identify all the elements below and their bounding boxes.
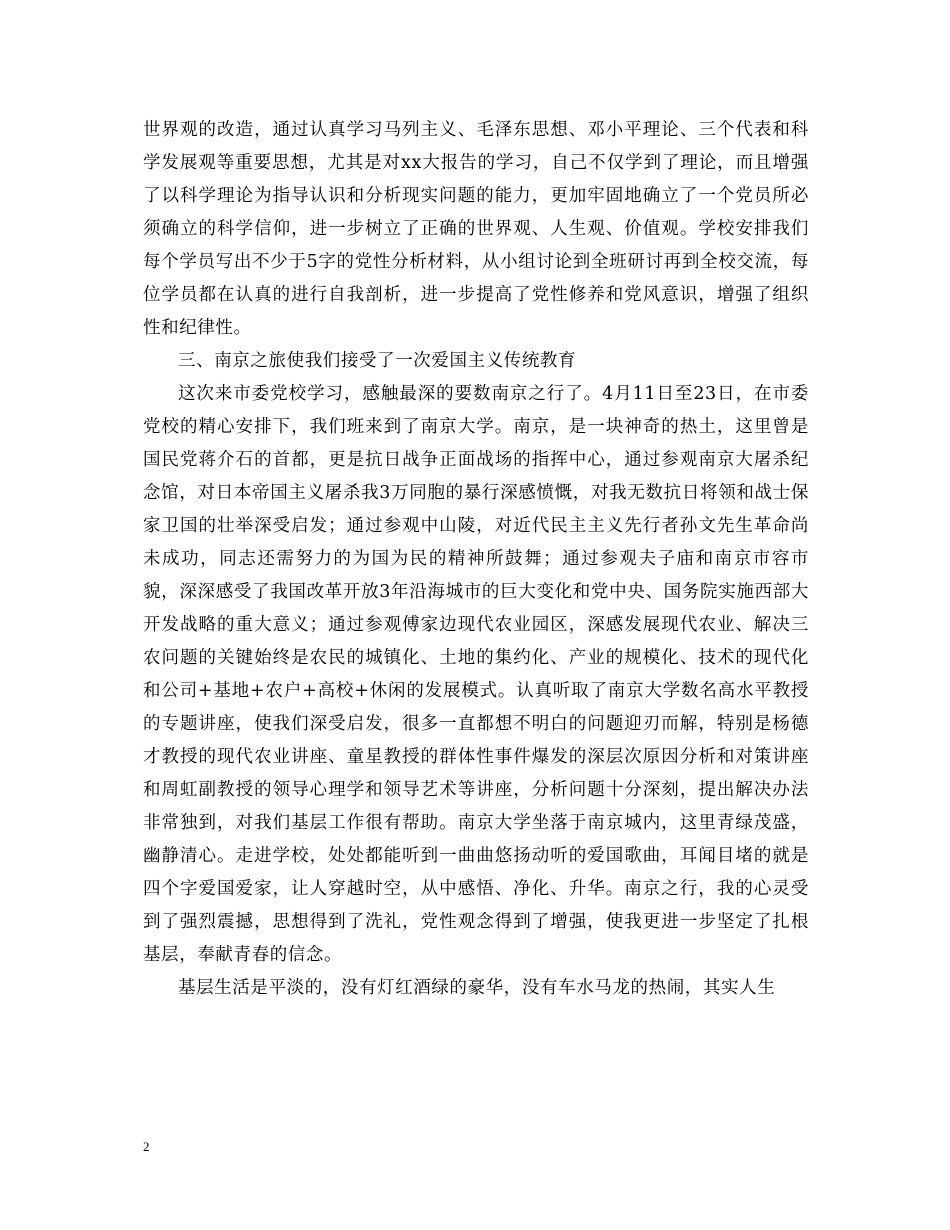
document-body: [143, 114, 809, 1005]
paragraph-worldview: 世界观的改造，通过认真学习马列主义、毛泽东思想、邓小平理论、三个代表和科学发展观等重要思想，尤其是对xx大报告的学习，自己不仅学到了理论，而且增强了以科学理论为指导认识和分析现实问题的能力，更加牢固地确立了一个党员所必须确立的科学信仰，进一步树立了正确的世界观、人生观、价值观。学校安排我们每个学员写出不少于5字的党性分析材料，从小组讨论到全班研讨再到全校交流，每位学员都在认真的进行自我剖析，进一步提高了党性修养和党风意识，增强了组织性和纪律性。: [143, 120, 809, 338]
section-heading-nanjing-trip: 三、南京之旅使我们接受了一次爱国主义传统教育: [178, 351, 577, 371]
paragraph-grassroots-life: 基层生活是平淡的，没有灯红酒绿的豪华，没有车水马龙的热闹，其实人生: [178, 978, 776, 998]
paragraph-nanjing-trip: 这次来市委党校学习，感触最深的要数南京之行了。4月11日至23日，在市委党校的精心安排下，我们班来到了南京大学。南京，是一块神奇的热土，这里曾是国民党蒋介石的首都，更是抗日战争正面战场的指挥中心，通过参观南京大屠杀纪念馆，对日本帝国主义屠杀我3万同胞的暴行深感愤慨，对我无数抗日将领和战士保家卫国的壮举深受启发；通过参观中山陵，对近代民主主义先行者孙文先生革命尚未成功，同志还需努力的为国为民的精神所鼓舞；通过参观夫子庙和南京市容市貌，深深感受了我国改革开放3年沿海城市的巨大变化和党中央、国务院实施西部大开发战略的重大意义；通过参观傅家边现代农业园区，深感发展现代农业、解决三农问题的关键始终是农民的城镇化、土地的集约化、产业的规模化、技术的现代化和公司+基地+农户+高校+休闲的发展模式。认真听取了南京大学数名高水平教授的专题讲座，使我们深受启发，很多一直都想不明白的问题迎刃而解，特别是杨德才教授的现代农业讲座、童星教授的群体性事件爆发的深层次原因分析和对策讲座和周虹副教授的领导心理学和领导艺术等讲座，分析问题十分深刻，提出解决办法非常独到，对我们基层工作很有帮助。南京大学坐落于南京城内，这里青绿茂盛，幽静清心。走进学校，处处都能听到一曲曲悠扬动听的爱国歌曲，耳闻目堵的就是四个字爱国爱家，让人穿越时空，从中感悟、净化、升华。南京之行，我的心灵受到了强烈震撼，思想得到了洗礼，党性观念得到了增强，使我更进一步坚定了扎根基层，奉献青春的信念。: [143, 384, 809, 965]
page-number: 2: [143, 1139, 150, 1154]
